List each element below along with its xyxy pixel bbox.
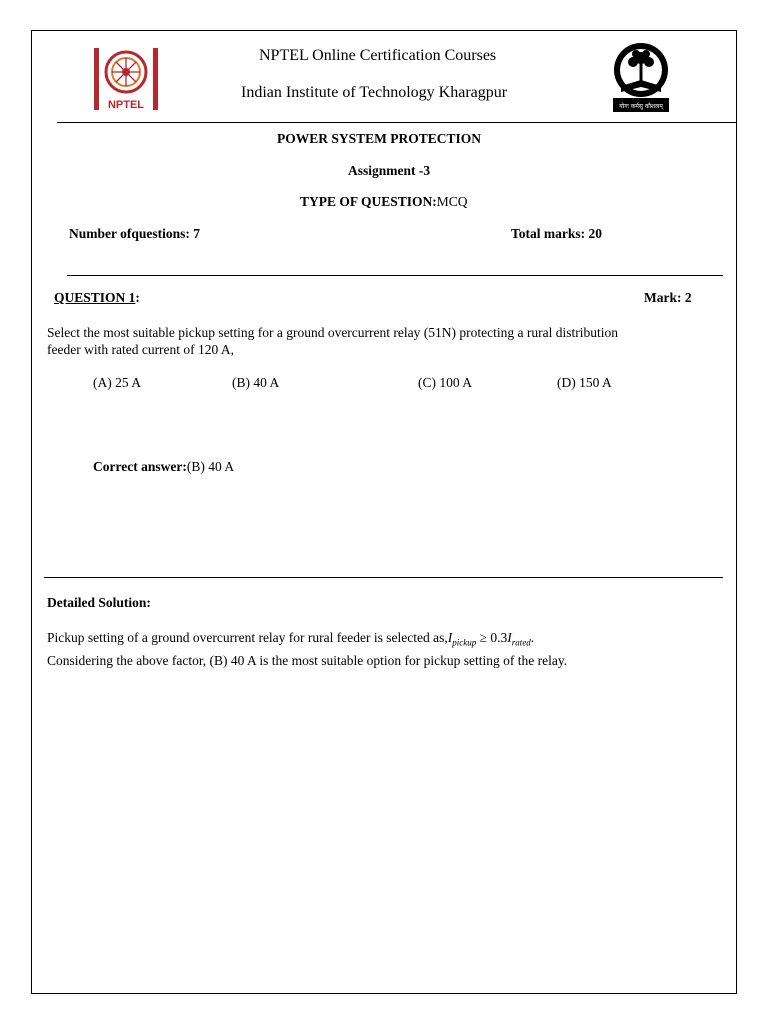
header-line-1: NPTEL Online Certification Courses: [259, 47, 497, 64]
iit-kharagpur-seal: [609, 40, 673, 114]
svg-text:योगः कर्मसु कौशलम्: योगः कर्मसु कौशलम्: [619, 103, 663, 110]
equation-lhs: $I_{pickup}$: [447, 630, 477, 648]
correct-answer: [93, 459, 234, 475]
header-divider: [57, 122, 737, 123]
equation-rhs: $I_{rated}$: [507, 630, 531, 648]
solution-line-1-text: Pickup setting of a ground overcurrent relay for rural feeder is selected as,: [47, 630, 448, 645]
solution-divider: [44, 577, 723, 578]
equation-operator: ≥ 0.3: [476, 630, 508, 645]
header-line-2: Indian Institute of Technology Kharagpur: [241, 84, 508, 101]
solution-text: [47, 629, 737, 669]
correct-answer-value: (B) 40 A: [186, 459, 235, 474]
correct-answer-label: Correct answer:: [93, 459, 187, 474]
question-type: [300, 194, 468, 210]
question-number: QUESTION 1: [54, 290, 136, 305]
question-type-label: TYPE OF QUESTION:: [300, 194, 437, 209]
option-a: (A) 25 A: [93, 375, 141, 390]
question-label: [54, 290, 140, 306]
section-divider: [67, 275, 723, 276]
svg-text:NPTEL: NPTEL: [107, 99, 145, 111]
solution-line-1: [47, 629, 737, 652]
number-of-questions: Number ofquestions: 7: [69, 226, 201, 241]
question-mark: Mark: 2: [644, 290, 692, 305]
option-b: (B) 40 A: [232, 375, 280, 390]
course-title: POWER SYSTEM PROTECTION: [277, 131, 482, 146]
option-c: (C) 100 A: [418, 375, 472, 390]
question-type-value: MCQ: [436, 194, 468, 209]
assignment-title: Assignment -3: [348, 163, 431, 178]
question-text-line-2: feeder with rated current of 120 A,: [47, 342, 235, 357]
option-d: (D) 150 A: [557, 375, 612, 390]
question-text-line-1: Select the most suitable pickup setting for a ground overcurrent relay (51N) protecting a rural distribution: [47, 325, 618, 340]
question-label-suffix: :: [135, 290, 140, 305]
solution-line-2: Considering the above factor, (B) 40 A is the most suitable option for pickup setting of the relay.: [47, 652, 568, 668]
question-text: [47, 324, 737, 358]
solution-heading: Detailed Solution:: [47, 595, 151, 610]
equation-end: .: [530, 630, 535, 645]
total-marks: Total marks: 20: [511, 226, 603, 241]
nptel-logo: [92, 45, 160, 113]
